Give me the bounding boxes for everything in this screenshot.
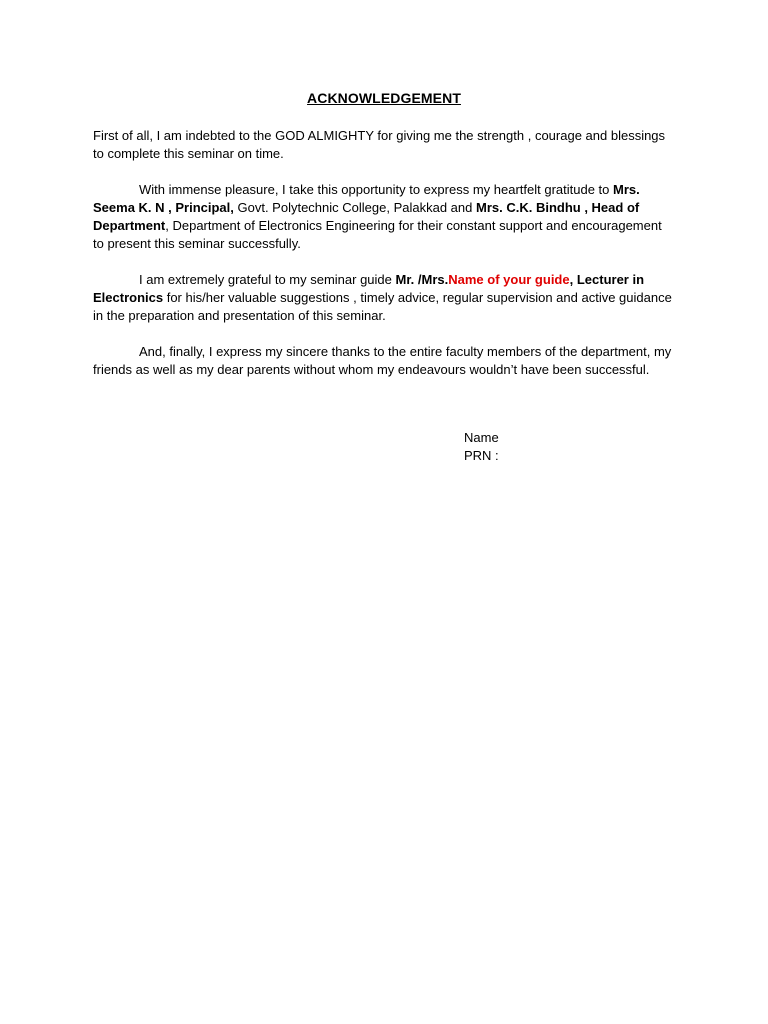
guide-title: Mr. /Mrs.	[395, 272, 449, 287]
guide-text-2: for his/her valuable suggestions , timely advice, regular supervision and active guidance in the preparation and presentation of this seminar.	[93, 290, 672, 323]
guide-name-placeholder: Name of your guide	[448, 272, 570, 287]
principal-name: Mrs. Seema K. N , Principal,	[93, 182, 640, 215]
paragraph-thanks	[93, 343, 675, 379]
prn-label: PRN :	[464, 448, 499, 463]
page-title: ACKNOWLEDGEMENT	[307, 90, 461, 106]
name-label: Name	[464, 430, 499, 445]
guide-designation: , Lecturer in Electronics	[93, 272, 645, 305]
gratitude-text-2: Govt. Polytechnic College, Palakkad and	[233, 200, 476, 215]
paragraph-intro-text: First of all, I am indebted to the GOD ALMIGHTY for giving me the strength , courage and blessings to complete this seminar on time.	[93, 128, 666, 161]
gratitude-text-3: , Department of Electronics Engineering for their constant support and encouragement to present this seminar successfully.	[93, 218, 662, 251]
paragraph-gratitude	[93, 181, 675, 253]
document-body	[93, 127, 675, 397]
thanks-text: And, finally, I express my sincere thanks to the entire faculty members of the department, my friends as well as my dear parents without whom my endeavours wouldn’t have been successful.	[93, 344, 672, 377]
paragraph-guide	[93, 271, 675, 325]
signature-block	[464, 429, 499, 465]
paragraph-intro	[93, 127, 675, 163]
gratitude-text-1: With immense pleasure, I take this opportunity to express my heartfelt gratitude to	[139, 182, 613, 197]
guide-text-1: I am extremely grateful to my seminar guide	[139, 272, 396, 287]
hod-name: Mrs. C.K. Bindhu , Head of Department	[93, 200, 640, 233]
